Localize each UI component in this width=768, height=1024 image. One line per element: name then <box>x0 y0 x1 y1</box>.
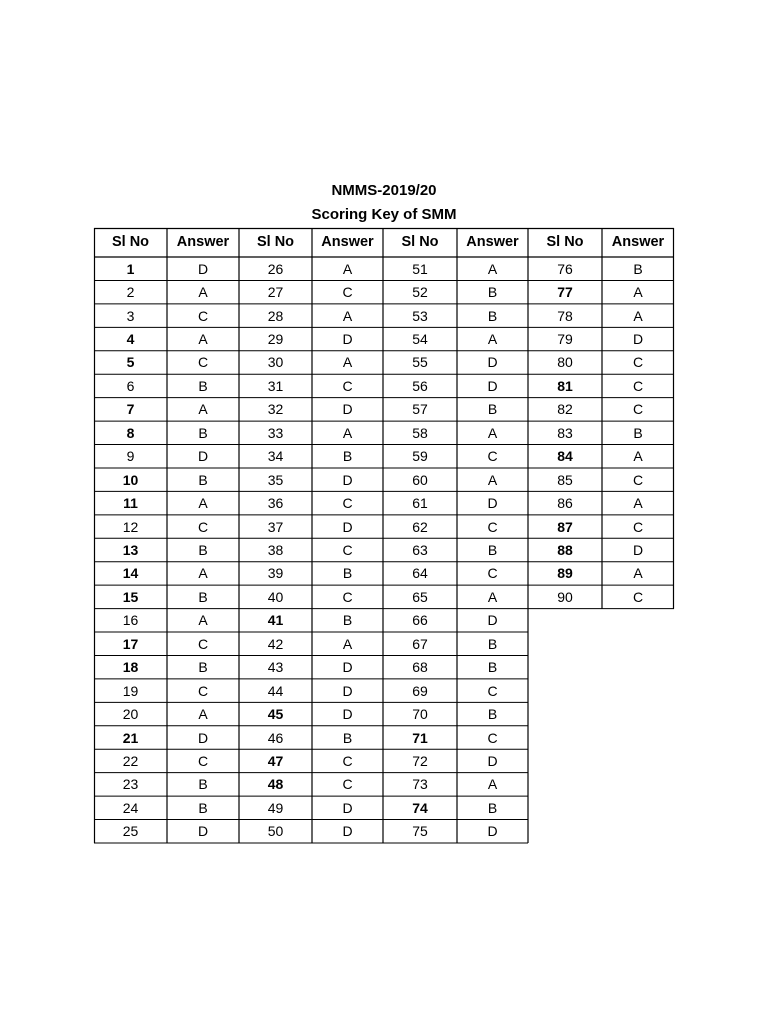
answer-cell: A <box>198 612 208 629</box>
answer-cell: A <box>342 354 353 371</box>
question-number: 47 <box>267 752 284 769</box>
question-number: 55 <box>412 354 428 371</box>
answer-cell: D <box>342 659 353 676</box>
question-number: 24 <box>122 799 139 816</box>
answer-cell: A <box>633 307 643 324</box>
answer-cell: D <box>197 260 209 277</box>
question-number: 88 <box>557 541 573 558</box>
answer-cell: A <box>487 471 498 488</box>
question-number: 26 <box>267 260 284 277</box>
answer-cell: C <box>342 541 353 558</box>
answer-cell: A <box>487 424 498 441</box>
question-number: 33 <box>267 424 284 441</box>
question-number: 80 <box>557 354 573 371</box>
question-number: 76 <box>557 260 573 277</box>
question-number: 19 <box>122 682 139 699</box>
answer-cell: C <box>197 682 209 699</box>
answer-cell: C <box>197 307 209 324</box>
answer-cell: B <box>487 401 498 418</box>
answer-cell: C <box>342 752 353 769</box>
answer-cell: D <box>632 331 644 348</box>
answer-cell: D <box>342 799 353 816</box>
answer-cell: A <box>342 424 353 441</box>
answer-cell: C <box>632 471 644 488</box>
answer-cell: D <box>632 541 644 558</box>
answer-cell: C <box>342 588 353 605</box>
answer-cell: B <box>487 284 498 301</box>
question-number: 35 <box>267 471 284 488</box>
question-number: 6 <box>126 377 135 394</box>
question-number: 42 <box>267 635 284 652</box>
document-subtitle: Scoring Key of SMM <box>311 206 457 223</box>
question-number: 84 <box>557 448 573 465</box>
question-number: 37 <box>267 518 284 535</box>
question-number: 77 <box>557 284 573 301</box>
answer-cell: C <box>632 354 644 371</box>
answer-cell: C <box>632 518 644 535</box>
answer-cell: B <box>198 424 208 441</box>
answer-cell: A <box>342 260 353 277</box>
question-number: 17 <box>122 635 139 652</box>
answer-cell: B <box>342 729 353 746</box>
question-number: 25 <box>122 823 139 840</box>
answer-cell: C <box>342 776 353 793</box>
question-number: 40 <box>267 588 284 605</box>
question-number: 18 <box>122 659 139 676</box>
question-number: 30 <box>267 354 284 371</box>
question-number: 79 <box>557 331 573 348</box>
answer-cell: C <box>342 284 353 301</box>
question-number: 23 <box>122 776 139 793</box>
question-number: 70 <box>412 706 428 723</box>
answer-cell: B <box>633 260 643 277</box>
question-number: 61 <box>412 495 428 512</box>
answer-cell: D <box>197 823 209 840</box>
question-number: 73 <box>412 776 428 793</box>
answer-cell: A <box>487 776 498 793</box>
column-header: Sl No <box>256 234 295 251</box>
answer-cell: C <box>197 354 209 371</box>
question-number: 54 <box>412 331 428 348</box>
question-number: 87 <box>557 518 573 535</box>
answer-cell: D <box>342 331 353 348</box>
answer-cell: B <box>487 659 498 676</box>
question-number: 2 <box>126 284 135 301</box>
answer-cell: D <box>342 706 353 723</box>
question-number: 11 <box>123 495 138 512</box>
answer-cell: C <box>632 401 644 418</box>
question-number: 64 <box>412 565 428 582</box>
answer-cell: A <box>198 495 208 512</box>
question-number: 89 <box>557 565 573 582</box>
answer-cell: D <box>487 354 498 371</box>
answer-cell: B <box>342 448 353 465</box>
question-number: 57 <box>412 401 428 418</box>
answer-cell: D <box>487 752 498 769</box>
answer-cell: A <box>633 495 643 512</box>
question-number: 67 <box>412 635 428 652</box>
question-number: 7 <box>126 401 135 418</box>
question-number: 69 <box>412 682 428 699</box>
question-number: 58 <box>412 424 428 441</box>
answer-cell: B <box>487 635 498 652</box>
answer-cell: B <box>487 799 498 816</box>
question-number: 5 <box>126 354 135 371</box>
question-number: 78 <box>557 307 573 324</box>
question-number: 9 <box>126 448 135 465</box>
answer-cell: C <box>487 518 498 535</box>
answer-cell: C <box>487 448 498 465</box>
answer-cell: C <box>197 518 209 535</box>
question-number: 38 <box>267 541 284 558</box>
column-header: Answer <box>176 234 230 251</box>
answer-cell: D <box>487 823 498 840</box>
answer-cell: B <box>198 776 208 793</box>
answer-cell: A <box>487 331 498 348</box>
question-number: 10 <box>122 471 139 488</box>
answer-cell: D <box>342 823 353 840</box>
question-number: 39 <box>267 565 284 582</box>
answer-cell: B <box>487 706 498 723</box>
question-number: 8 <box>126 424 135 441</box>
column-header: Answer <box>466 234 519 251</box>
question-number: 1 <box>126 260 135 277</box>
question-number: 59 <box>412 448 428 465</box>
question-number: 15 <box>122 588 139 605</box>
question-number: 13 <box>122 541 139 558</box>
answer-cell: A <box>198 401 208 418</box>
answer-cell: C <box>487 729 498 746</box>
answer-cell: C <box>342 495 353 512</box>
question-number: 20 <box>122 706 139 723</box>
answer-cell: C <box>632 588 644 605</box>
answer-cell: A <box>198 284 208 301</box>
answer-cell: D <box>342 401 353 418</box>
column-header: Sl No <box>111 234 150 251</box>
answer-cell: A <box>633 448 643 465</box>
question-number: 48 <box>267 776 284 793</box>
answer-cell: B <box>198 659 208 676</box>
answer-cell: B <box>633 424 643 441</box>
question-number: 56 <box>412 377 428 394</box>
question-number: 81 <box>557 377 573 394</box>
answer-cell: D <box>197 448 209 465</box>
answer-cell: B <box>487 541 498 558</box>
answer-cell: A <box>487 260 498 277</box>
question-number: 28 <box>267 307 284 324</box>
answer-cell: B <box>342 565 353 582</box>
column-header: Answer <box>611 234 665 251</box>
answer-cell: C <box>632 377 644 394</box>
answer-cell: B <box>198 541 208 558</box>
question-number: 46 <box>267 729 284 746</box>
question-number: 74 <box>412 799 428 816</box>
question-number: 4 <box>126 331 135 348</box>
answer-cell: D <box>342 518 353 535</box>
answer-key-table <box>94 228 674 843</box>
answer-cell: C <box>342 377 353 394</box>
question-number: 12 <box>122 518 139 535</box>
answer-cell: C <box>487 565 498 582</box>
question-number: 29 <box>267 331 284 348</box>
question-number: 45 <box>267 706 284 723</box>
answer-cell: A <box>198 565 208 582</box>
question-number: 49 <box>267 799 284 816</box>
answer-cell: C <box>487 682 498 699</box>
question-number: 14 <box>122 565 139 582</box>
answer-cell: B <box>342 612 353 629</box>
answer-cell: D <box>342 471 353 488</box>
question-number: 22 <box>122 752 139 769</box>
answer-cell: A <box>342 635 353 652</box>
answer-cell: B <box>198 471 208 488</box>
answer-cell: D <box>197 729 209 746</box>
question-number: 16 <box>122 612 139 629</box>
column-header: Sl No <box>401 234 439 251</box>
answer-cell: B <box>198 377 208 394</box>
question-number: 51 <box>412 260 428 277</box>
answer-cell: C <box>197 635 209 652</box>
question-number: 3 <box>126 307 135 324</box>
question-number: 86 <box>557 495 573 512</box>
answer-cell: B <box>487 307 498 324</box>
question-number: 27 <box>267 284 284 301</box>
answer-cell: D <box>342 682 353 699</box>
question-number: 60 <box>412 471 428 488</box>
answer-cell: B <box>198 588 208 605</box>
answer-cell: C <box>197 752 209 769</box>
question-number: 43 <box>267 659 284 676</box>
answer-cell: A <box>198 331 208 348</box>
answer-cell: A <box>633 565 643 582</box>
question-number: 21 <box>122 729 139 746</box>
answer-cell: D <box>487 377 498 394</box>
question-number: 68 <box>412 659 428 676</box>
question-number: 53 <box>412 307 428 324</box>
question-number: 34 <box>267 448 284 465</box>
question-number: 31 <box>267 377 284 394</box>
question-number: 41 <box>267 612 284 629</box>
question-number: 71 <box>412 729 428 746</box>
question-number: 50 <box>267 823 284 840</box>
question-number: 66 <box>412 612 428 629</box>
answer-cell: D <box>487 495 498 512</box>
question-number: 63 <box>412 541 428 558</box>
question-number: 62 <box>412 518 428 535</box>
column-header: Answer <box>321 234 374 251</box>
question-number: 75 <box>412 823 428 840</box>
answer-cell: A <box>198 706 208 723</box>
question-number: 85 <box>557 471 573 488</box>
question-number: 36 <box>267 495 284 512</box>
answer-cell: A <box>487 588 498 605</box>
column-header: Sl No <box>546 234 584 251</box>
question-number: 72 <box>412 752 428 769</box>
question-number: 82 <box>557 401 573 418</box>
answer-cell: A <box>342 307 353 324</box>
question-number: 90 <box>557 588 573 605</box>
document-title: NMMS-2019/20 <box>331 182 437 199</box>
question-number: 83 <box>557 424 573 441</box>
question-number: 44 <box>267 682 284 699</box>
question-number: 52 <box>412 284 428 301</box>
question-number: 65 <box>412 588 428 605</box>
answer-cell: A <box>633 284 643 301</box>
answer-cell: B <box>198 799 208 816</box>
question-number: 32 <box>267 401 284 418</box>
answer-cell: D <box>487 612 498 629</box>
